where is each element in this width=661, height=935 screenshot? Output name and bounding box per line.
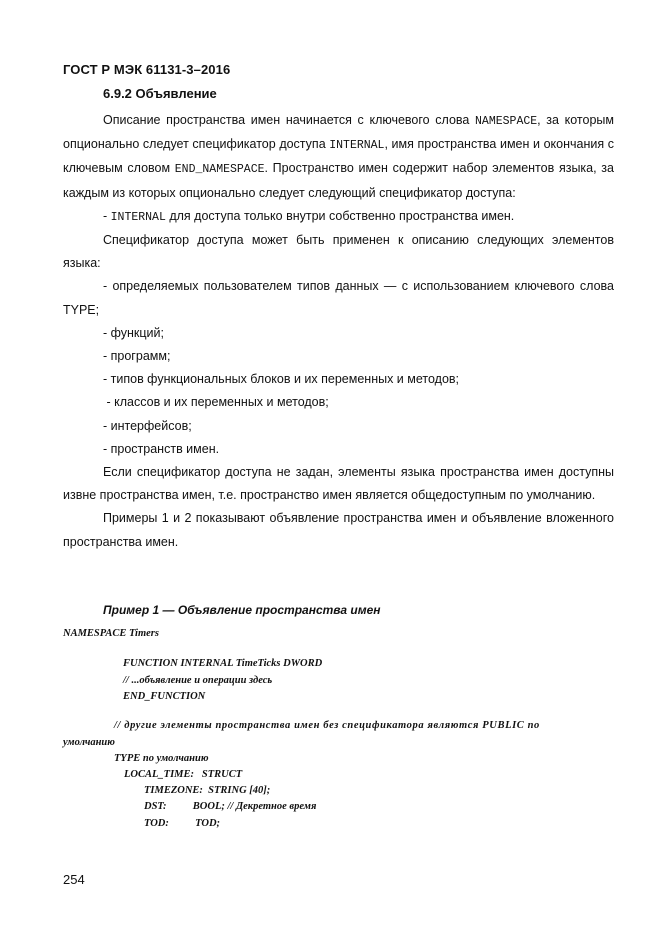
list-item: - пространств имен.: [103, 441, 220, 456]
code-line: END_FUNCTION: [123, 691, 206, 702]
paragraph-default-access: Если спецификатор доступа не задан, элементы языка пространства имен доступны извне пространства имен, т.е. пространство имен является общедоступным по умолчанию.: [63, 465, 614, 503]
keyword-namespace: NAMESPACE: [475, 115, 538, 128]
list-item: - функций;: [103, 325, 164, 340]
code-comment-line: // другие элементы пространства имен без спецификатора являются PUBLIC по: [114, 720, 540, 731]
section-title: 6.9.2 Объявление: [103, 86, 217, 101]
code-line: TYPE по умолчанию: [114, 753, 209, 764]
text-run: , имя пространства имен и окончания с ключевым словом: [63, 137, 614, 176]
text-run: для доступа только внутри собственно пространства имен.: [165, 208, 515, 223]
list-item: - определяемых пользователем типов данных — с использованием ключевого слова TYPE;: [63, 279, 614, 317]
paragraph-namespace-description: [63, 109, 614, 205]
code-line: LOCAL_TIME: STRUCT: [124, 769, 243, 780]
keyword-end-namespace: END_NAMESPACE: [174, 163, 265, 177]
paragraph-examples-intro: Примеры 1 и 2 показывают объявление пространства имен и объявление вложенного пространства имен.: [63, 511, 614, 549]
code-line: FUNCTION INTERNAL TimeTicks DWORD: [123, 658, 323, 669]
code-line: NAMESPACE Timers: [63, 628, 159, 639]
body-text: [63, 109, 614, 554]
text-run: Описание пространства имен начинается с ключевого слова: [103, 113, 476, 127]
dash: -: [103, 208, 111, 223]
code-line: // ...объявление и операции здесь: [123, 675, 273, 686]
page-number: 254: [63, 872, 85, 887]
code-line: умолчанию: [63, 737, 115, 748]
list-item: - классов и их переменных и методов;: [103, 395, 329, 410]
text-run: . Пространство имен содержит набор элементов языка, за каждым из которых опционально следует следующий спецификатор доступа:: [63, 161, 614, 200]
example-title: Пример 1 — Объявление пространства имен: [103, 603, 381, 617]
paragraph-access-specifier: Спецификатор доступа может быть применен к описанию следующих элементов языка:: [63, 233, 614, 271]
code-line: TIMEZONE: STRING [40];: [144, 785, 271, 796]
keyword-internal: INTERNAL: [110, 210, 166, 224]
code-line: DST: BOOL; // Декретное время: [144, 801, 317, 812]
keyword-internal: INTERNAL: [329, 139, 385, 153]
list-item: - программ;: [103, 349, 171, 364]
list-item: - интерфейсов;: [103, 418, 192, 433]
text-run: , за которым опционально следует спецификатор доступа: [63, 113, 614, 152]
list-item-internal: [63, 205, 614, 229]
standard-header: ГОСТ Р МЭК 61131-3–2016: [63, 62, 231, 77]
code-line: TOD: TOD;: [144, 818, 221, 829]
list-item: - типов функциональных блоков и их переменных и методов;: [103, 372, 460, 387]
